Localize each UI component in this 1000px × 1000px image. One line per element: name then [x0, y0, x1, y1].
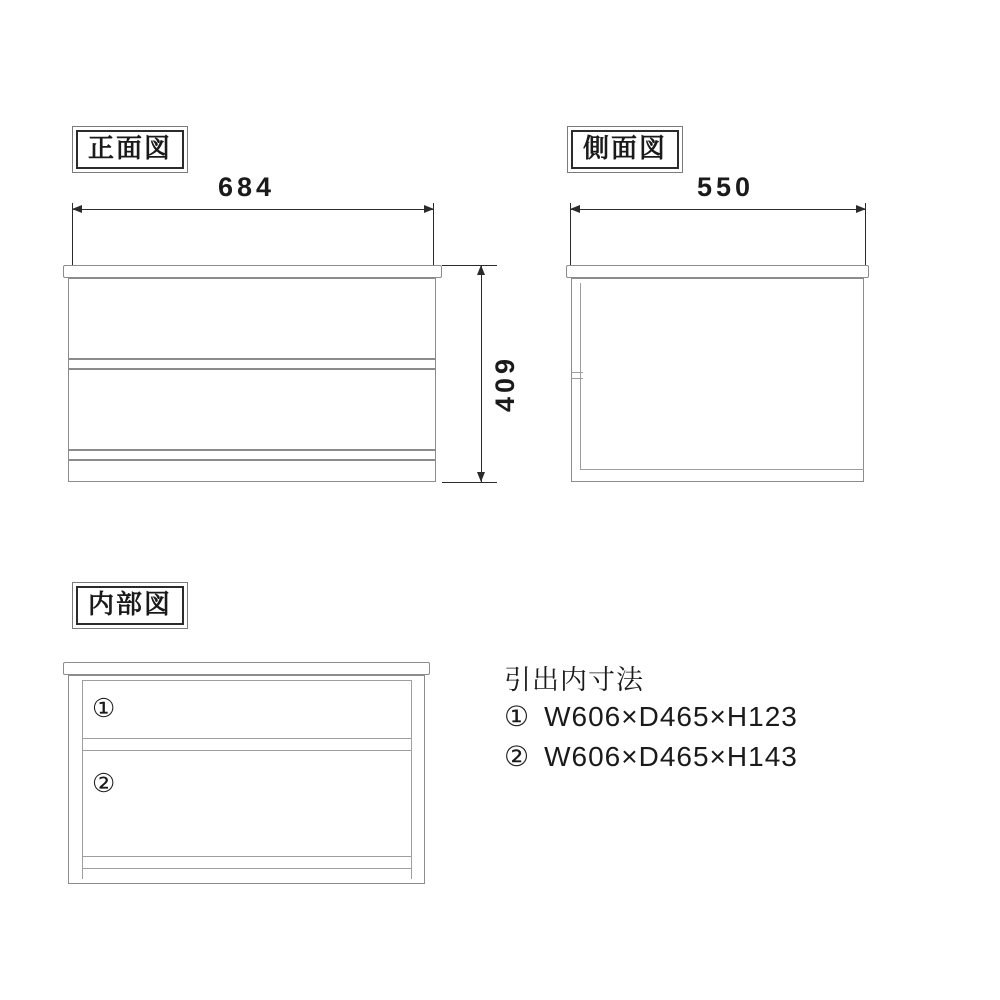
side-top-panel [566, 265, 869, 278]
drawer-dimensions-row-2 [504, 740, 798, 773]
inner-base-line [82, 868, 412, 869]
front-height-arrow-bottom [477, 472, 485, 482]
front-height-extension-bottom [442, 482, 497, 483]
front-top-panel [63, 265, 442, 278]
side-view-label: 側面図 [571, 130, 679, 169]
front-drawer-gap-1 [68, 359, 436, 369]
front-height-dimension-line [481, 265, 482, 482]
side-depth-extension-left [570, 203, 571, 273]
drawer-dimensions-marker-2: ② [504, 741, 531, 772]
inner-right-wall-line [411, 680, 412, 879]
drawer-dimensions-text-2: W606×D465×H143 [544, 741, 798, 772]
drawer-dimensions-marker-1: ① [504, 701, 531, 732]
drawer-dimensions-text-1: W606×D465×H123 [544, 701, 798, 732]
front-height-value: 409 [490, 354, 520, 412]
side-body [571, 278, 864, 482]
front-width-extension-right [433, 203, 434, 273]
side-drawer-divider-mark [571, 372, 583, 373]
side-depth-dimension-line [570, 209, 866, 210]
side-depth-extension-right [865, 203, 866, 273]
front-width-dimension-line [72, 209, 434, 210]
inner-marker-1: ① [92, 693, 116, 723]
side-base-line [580, 469, 864, 470]
inner-shelf-line-2 [82, 750, 412, 751]
front-drawer-gap-2 [68, 450, 436, 460]
inner-view-label: 内部図 [76, 586, 184, 625]
front-base-panel [68, 460, 436, 482]
side-inner-edge-line [580, 283, 581, 469]
side-drawer-divider-mark-2 [571, 378, 583, 379]
front-drawer-2 [68, 369, 436, 450]
front-width-extension-left [72, 203, 73, 273]
inner-body [68, 675, 425, 884]
inner-shelf-line-1 [82, 738, 412, 739]
front-height-arrow-top [477, 265, 485, 275]
inner-top-inner-line [82, 680, 412, 681]
inner-left-wall-line [82, 680, 83, 879]
front-drawer-1 [68, 278, 436, 359]
front-view-label-plate [72, 126, 188, 173]
front-width-arrow-left [72, 205, 82, 213]
side-depth-arrow-left [570, 205, 580, 213]
inner-view-label-plate [72, 582, 188, 629]
side-view-label-plate [567, 126, 683, 173]
drawer-dimensions-title: 引出内寸法 [504, 665, 644, 695]
inner-top-panel [63, 662, 430, 675]
front-height-extension-top [442, 265, 497, 266]
front-view-label: 正面図 [76, 130, 184, 169]
drawer-dimensions-row-1 [504, 700, 798, 733]
inner-marker-2: ② [92, 768, 116, 798]
inner-shelf-line-3 [82, 856, 412, 857]
front-width-value: 684 [218, 172, 276, 202]
side-depth-value: 550 [697, 172, 755, 202]
